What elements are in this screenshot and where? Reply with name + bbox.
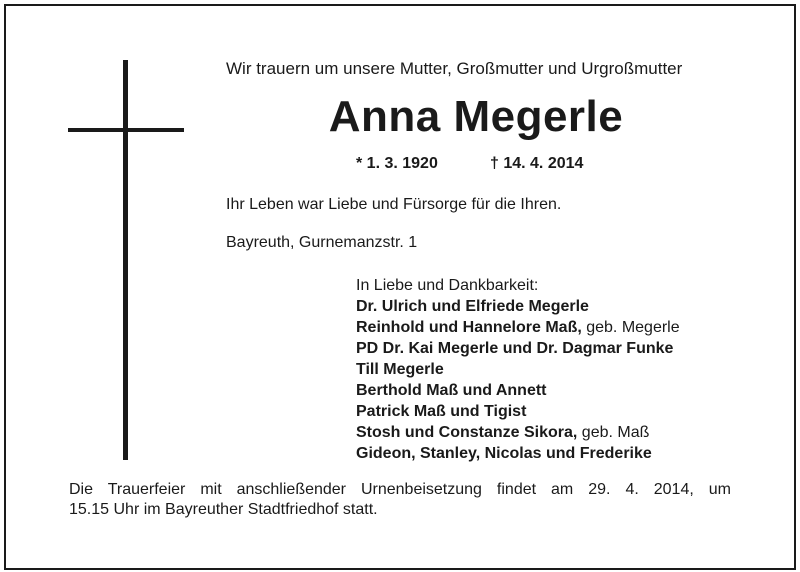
mourner-line	[356, 359, 680, 380]
motto-text: Ihr Leben war Liebe und Fürsorge für die Ihren.	[226, 196, 562, 213]
birth-date: * 1. 3. 1920	[356, 155, 438, 172]
death-date: † 14. 4. 2014	[490, 155, 584, 172]
mourner-line	[356, 422, 680, 443]
address: Bayreuth, Gurnemanzstr. 1	[226, 234, 418, 251]
mourner-line	[356, 338, 680, 359]
mourner-line	[356, 443, 680, 464]
mourners-list	[356, 275, 680, 464]
mourner-line	[356, 380, 680, 401]
mourner-name: Patrick Maß und Tigist	[356, 403, 527, 420]
funeral-info-line: 15.15 Uhr im Bayreuther Stadtfriedhof statt.	[69, 501, 378, 518]
cross-icon-bar	[68, 128, 184, 132]
mourner-name: Till Megerle	[356, 361, 444, 378]
mourner-line	[356, 317, 680, 338]
mourner-name: Gideon, Stanley, Nicolas und Frederike	[356, 445, 652, 462]
intro-text: Wir trauern um unsere Mutter, Großmutter und Urgroßmutter	[226, 59, 683, 78]
mourner-note: geb. Megerle	[581, 319, 680, 336]
mourner-line	[356, 401, 680, 422]
mourner-name: Reinhold und Hannelore Maß,	[356, 319, 582, 336]
deceased-name: Anna Megerle	[328, 92, 624, 141]
cross-icon	[123, 60, 128, 460]
mourner-line	[356, 296, 680, 317]
mourner-note: geb. Maß	[577, 424, 650, 441]
funeral-info-line: Die Trauerfeier mit anschließender Urnenbeisetzung findet am 29. 4. 2014, um	[69, 481, 731, 498]
mourner-name: Stosh und Constanze Sikora,	[356, 424, 578, 441]
funeral-info	[69, 480, 731, 520]
mourner-name: Dr. Ulrich und Elfriede Megerle	[356, 298, 589, 315]
mourner-name: PD Dr. Kai Megerle und Dr. Dagmar Funke	[356, 340, 674, 357]
mourners-heading: In Liebe und Dankbarkeit:	[356, 277, 539, 294]
mourner-name: Berthold Maß und Annett	[356, 382, 547, 399]
